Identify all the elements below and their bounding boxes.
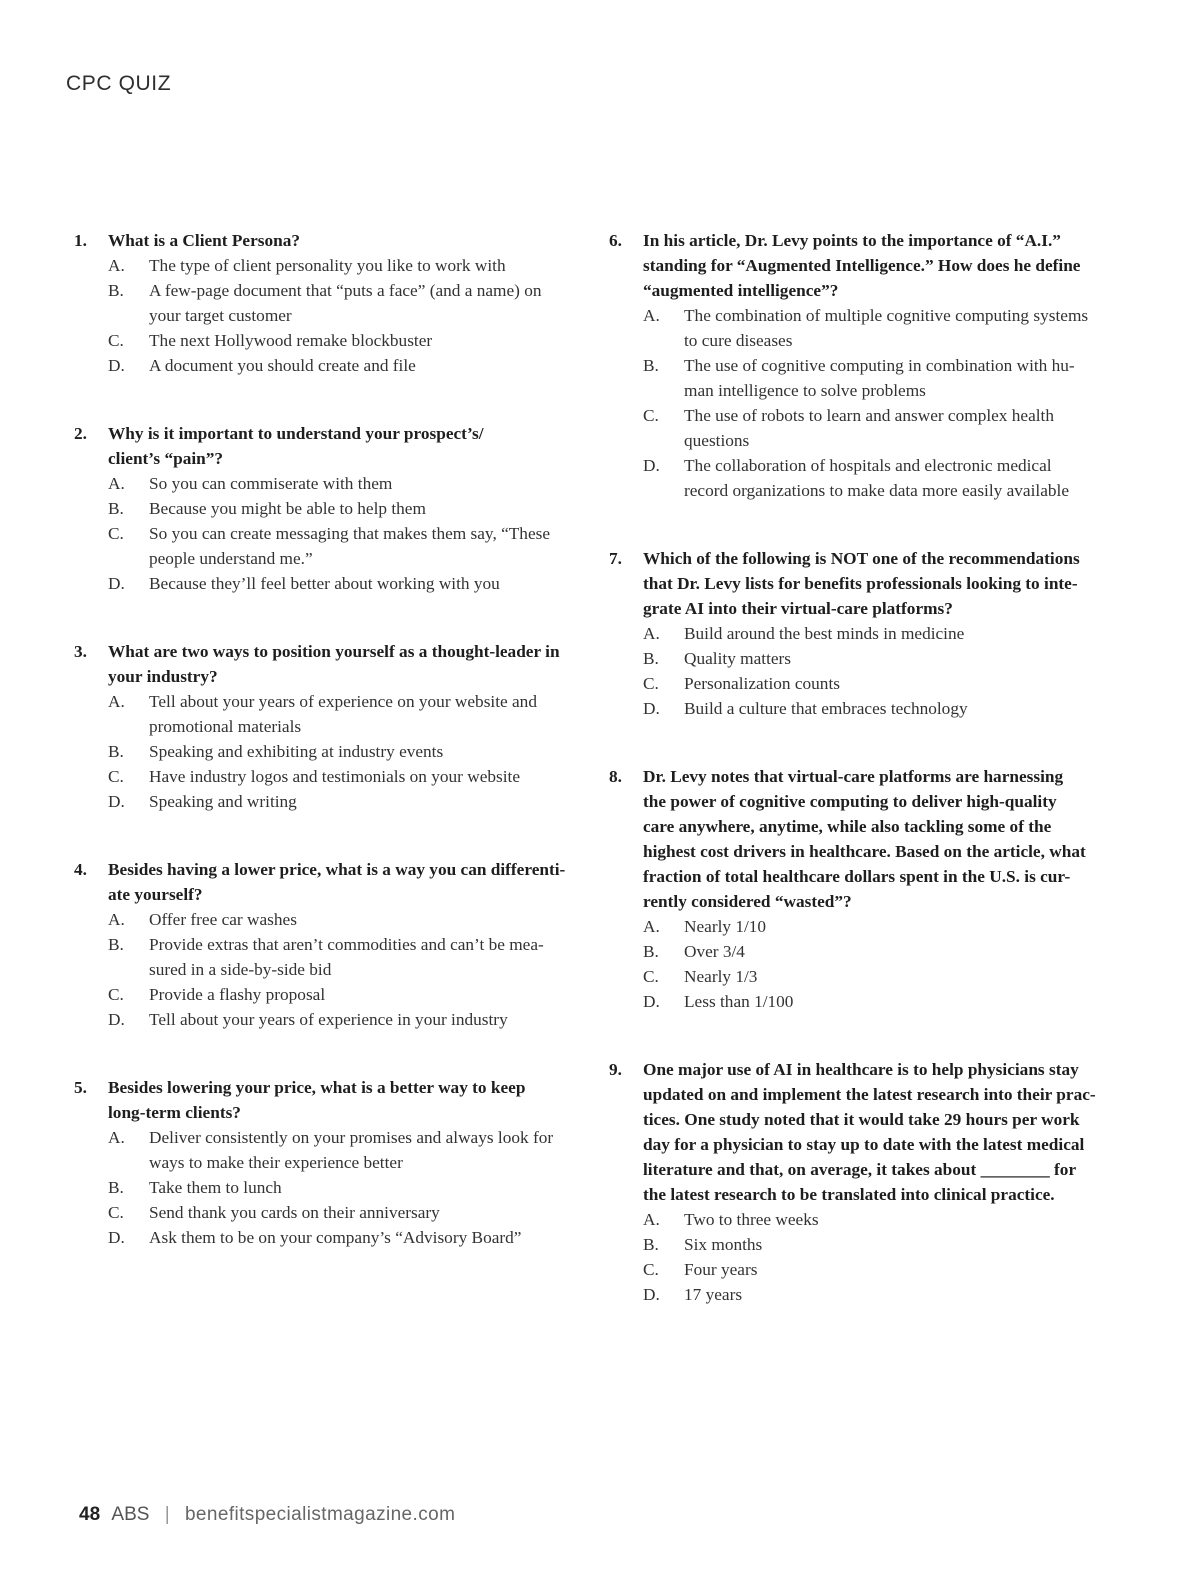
option-letter: D. [108, 356, 125, 375]
question-line [609, 1107, 1124, 1132]
option-letter: B. [643, 1235, 659, 1254]
question-line [609, 864, 1124, 889]
question-line [74, 1075, 589, 1100]
answer-option [108, 303, 589, 328]
answer-option [643, 1232, 1124, 1257]
question-number [609, 864, 643, 889]
option-text: A document you should create and file [149, 356, 416, 375]
option-text: Two to three weeks [684, 1210, 819, 1229]
option-text: Build around the best minds in medicine [684, 624, 965, 643]
question-text: tices. One study noted that it would take 29 hours per work [643, 1110, 1080, 1129]
answer-option [643, 964, 1124, 989]
option-letter: D. [108, 792, 125, 811]
quiz-question-1 [74, 228, 589, 378]
question-line [609, 1182, 1124, 1207]
question-text: care anywhere, anytime, while also tackling some of the [643, 817, 1052, 836]
option-text: 17 years [684, 1285, 743, 1304]
answer-option [643, 1257, 1124, 1282]
question-line [609, 789, 1124, 814]
answer-option [108, 1225, 589, 1250]
option-text: man intelligence to solve problems [684, 381, 926, 400]
answer-option [108, 278, 589, 303]
question-number [609, 253, 643, 278]
answer-option [108, 1200, 589, 1225]
option-letter: C. [108, 331, 124, 350]
page-number: 48 [79, 1504, 101, 1525]
answer-options [609, 914, 1124, 1014]
answer-option [108, 957, 589, 982]
answer-option [643, 646, 1124, 671]
website-link[interactable]: benefitspecialistmagazine.com [184, 1504, 456, 1525]
question-line [609, 278, 1124, 303]
option-text: people understand me.” [149, 549, 313, 568]
question-number [609, 814, 643, 839]
question-text: Besides lowering your price, what is a better way to keep [108, 1078, 526, 1097]
question-text: that Dr. Levy lists for benefits professionals looking to inte- [643, 574, 1078, 593]
option-letter [108, 1150, 149, 1175]
question-number: 8. [609, 767, 622, 786]
question-number [609, 571, 643, 596]
option-letter: D. [108, 1010, 125, 1029]
answer-option [108, 907, 589, 932]
option-letter: A. [108, 1128, 125, 1147]
question-line [609, 1057, 1124, 1082]
option-letter [643, 328, 684, 353]
question-number: 7. [609, 549, 622, 568]
question-text: Besides having a lower price, what is a way you can differenti- [108, 860, 566, 879]
option-text: Provide extras that aren’t commodities and can’t be mea- [149, 935, 544, 954]
option-letter: D. [108, 574, 125, 593]
answer-option [643, 914, 1124, 939]
quiz-question-6 [609, 228, 1124, 503]
answer-option [643, 1207, 1124, 1232]
question-line [74, 882, 589, 907]
answer-options [74, 253, 589, 378]
question-text: Dr. Levy notes that virtual-care platforms are harnessing [643, 767, 1064, 786]
question-line [74, 228, 589, 253]
option-letter [643, 478, 684, 503]
answer-option [108, 982, 589, 1007]
question-number [609, 1107, 643, 1132]
question-line [74, 446, 589, 471]
answer-option [108, 571, 589, 596]
question-line [609, 839, 1124, 864]
question-line [609, 1132, 1124, 1157]
answer-option [643, 989, 1124, 1014]
option-letter: A. [108, 692, 125, 711]
answer-option [108, 353, 589, 378]
question-number [74, 446, 108, 471]
question-number: 5. [74, 1078, 87, 1097]
page-header-title: CPC QUIZ [66, 72, 172, 95]
option-text: Ask them to be on your company’s “Advisory Board” [149, 1228, 522, 1247]
option-letter: B. [108, 742, 124, 761]
question-number [74, 1100, 108, 1125]
answer-option [108, 496, 589, 521]
question-text: literature and that, on average, it takes about ________ for [643, 1160, 1077, 1179]
question-number [609, 1182, 643, 1207]
option-letter: D. [643, 1285, 660, 1304]
quiz-question-5 [74, 1075, 589, 1250]
question-number [609, 1132, 643, 1157]
option-letter: B. [108, 1178, 124, 1197]
answer-option [108, 1150, 589, 1175]
option-letter: D. [643, 456, 660, 475]
question-text: client’s “pain”? [108, 449, 224, 468]
publication-abbrev: ABS [111, 1504, 150, 1525]
answer-option [643, 939, 1124, 964]
question-number: 3. [74, 642, 87, 661]
answer-options [74, 689, 589, 814]
answer-option [108, 789, 589, 814]
option-text: to cure diseases [684, 331, 793, 350]
option-letter [108, 957, 149, 982]
question-number: 1. [74, 231, 87, 250]
question-text: your industry? [108, 667, 218, 686]
question-text: the power of cognitive computing to deliver high-quality [643, 792, 1057, 811]
question-number [609, 889, 643, 914]
option-letter: C. [108, 767, 124, 786]
quiz-question-8 [609, 764, 1124, 1014]
quiz-column-left [74, 228, 589, 1250]
option-text: questions [684, 431, 750, 450]
answer-option [643, 478, 1124, 503]
question-line [609, 764, 1124, 789]
question-text: highest cost drivers in healthcare. Based on the article, what [643, 842, 1086, 861]
answer-options [74, 1125, 589, 1250]
answer-option [108, 739, 589, 764]
option-letter [643, 428, 684, 453]
option-text: Send thank you cards on their anniversary [149, 1203, 440, 1222]
option-text: The type of client personality you like to work with [149, 256, 506, 275]
option-text: sured in a side-by-side bid [149, 960, 332, 979]
question-number: 6. [609, 231, 622, 250]
answer-option [643, 621, 1124, 646]
question-line [74, 639, 589, 664]
option-letter: C. [108, 1203, 124, 1222]
answer-option [108, 1175, 589, 1200]
option-text: Tell about your years of experience in your industry [149, 1010, 508, 1029]
option-letter: A. [108, 256, 125, 275]
option-letter: D. [643, 699, 660, 718]
option-text: Four years [684, 1260, 758, 1279]
question-line [74, 857, 589, 882]
question-text: rently considered “wasted”? [643, 892, 852, 911]
option-text: Speaking and writing [149, 792, 297, 811]
answer-option [643, 303, 1124, 328]
answer-options [609, 621, 1124, 721]
question-text: long-term clients? [108, 1103, 241, 1122]
question-line [74, 421, 589, 446]
question-number: 2. [74, 424, 87, 443]
option-letter: B. [108, 499, 124, 518]
option-text: your target customer [149, 306, 292, 325]
option-letter: B. [108, 935, 124, 954]
option-text: A few-page document that “puts a face” (and a name) on [149, 281, 542, 300]
option-text: Tell about your years of experience on your website and [149, 692, 537, 711]
answer-option [643, 378, 1124, 403]
option-text: Have industry logos and testimonials on your website [149, 767, 521, 786]
option-letter [108, 714, 149, 739]
quiz-question-3 [74, 639, 589, 814]
question-text: One major use of AI in healthcare is to help physicians stay [643, 1060, 1079, 1079]
answer-option [108, 471, 589, 496]
question-number [609, 596, 643, 621]
option-text: The use of cognitive computing in combination with hu- [684, 356, 1075, 375]
answer-option [108, 521, 589, 546]
option-letter: B. [643, 649, 659, 668]
answer-option [643, 353, 1124, 378]
option-text: Speaking and exhibiting at industry events [149, 742, 444, 761]
option-text: Build a culture that embraces technology [684, 699, 968, 718]
option-letter: A. [643, 306, 660, 325]
question-line [74, 1100, 589, 1125]
answer-options [74, 907, 589, 1032]
quiz-question-7 [609, 546, 1124, 721]
option-text: The use of robots to learn and answer complex health [684, 406, 1054, 425]
answer-options [609, 303, 1124, 503]
option-letter: B. [643, 942, 659, 961]
quiz-column-right [609, 228, 1124, 1307]
option-text: Personalization counts [684, 674, 840, 693]
answer-option [108, 714, 589, 739]
option-text: Six months [684, 1235, 763, 1254]
question-line [609, 228, 1124, 253]
option-letter: C. [643, 406, 659, 425]
option-text: So you can commiserate with them [149, 474, 393, 493]
question-line [609, 253, 1124, 278]
question-text: fraction of total healthcare dollars spent in the U.S. is cur- [643, 867, 1071, 886]
option-letter [108, 546, 149, 571]
answer-option [643, 328, 1124, 353]
question-number [74, 882, 108, 907]
question-line [609, 546, 1124, 571]
option-text: ways to make their experience better [149, 1153, 403, 1172]
answer-option [108, 1125, 589, 1150]
question-line [609, 1082, 1124, 1107]
question-text: Which of the following is NOT one of the recommendations [643, 549, 1080, 568]
footer-separator: | [164, 1504, 170, 1525]
option-letter: C. [643, 674, 659, 693]
option-text: Because they’ll feel better about working with you [149, 574, 500, 593]
option-text: Offer free car washes [149, 910, 297, 929]
option-text: Nearly 1/10 [684, 917, 767, 936]
answer-option [108, 932, 589, 957]
option-text: The combination of multiple cognitive computing systems [684, 306, 1089, 325]
option-letter: A. [643, 624, 660, 643]
answer-option [108, 1007, 589, 1032]
question-text: In his article, Dr. Levy points to the importance of “A.I.” [643, 231, 1061, 250]
option-letter: A. [108, 910, 125, 929]
question-number [609, 1157, 643, 1182]
option-text: The next Hollywood remake blockbuster [149, 331, 433, 350]
answer-option [643, 696, 1124, 721]
option-letter: C. [108, 524, 124, 543]
question-number: 9. [609, 1060, 622, 1079]
question-text: standing for “Augmented Intelligence.” How does he define [643, 256, 1081, 275]
option-letter: A. [108, 474, 125, 493]
question-text: What is a Client Persona? [108, 231, 301, 250]
quiz-question-2 [74, 421, 589, 596]
question-text: day for a physician to stay up to date with the latest medical [643, 1135, 1085, 1154]
option-text: Provide a flashy proposal [149, 985, 326, 1004]
option-text: Because you might be able to help them [149, 499, 426, 518]
option-text: Deliver consistently on your promises and always look for [149, 1128, 554, 1147]
option-letter [643, 378, 684, 403]
answer-option [643, 671, 1124, 696]
quiz-question-9 [609, 1057, 1124, 1307]
question-number [609, 278, 643, 303]
answer-option [643, 403, 1124, 428]
answer-option [643, 453, 1124, 478]
answer-option [643, 1282, 1124, 1307]
answer-options [74, 471, 589, 596]
question-number [609, 839, 643, 864]
question-number [74, 664, 108, 689]
option-letter: A. [643, 1210, 660, 1229]
question-line [609, 889, 1124, 914]
option-letter: B. [643, 356, 659, 375]
option-text: So you can create messaging that makes them say, “These [149, 524, 551, 543]
question-text: the latest research to be translated into clinical practice. [643, 1185, 1055, 1204]
answer-option [108, 764, 589, 789]
answer-option [108, 689, 589, 714]
answer-option [108, 546, 589, 571]
question-text: ate yourself? [108, 885, 203, 904]
option-letter: C. [643, 967, 659, 986]
option-text: record organizations to make data more easily available [684, 481, 1069, 500]
question-text: “augmented intelligence”? [643, 281, 839, 300]
question-line [609, 571, 1124, 596]
question-text: grate AI into their virtual-care platforms? [643, 599, 953, 618]
question-text: updated on and implement the latest research into their prac- [643, 1085, 1096, 1104]
option-letter [108, 303, 149, 328]
answer-option [643, 428, 1124, 453]
option-text: promotional materials [149, 717, 302, 736]
option-letter: B. [108, 281, 124, 300]
option-letter: C. [643, 1260, 659, 1279]
option-letter: C. [108, 985, 124, 1004]
option-text: Over 3/4 [684, 942, 745, 961]
question-line [609, 814, 1124, 839]
page-footer [79, 1504, 455, 1526]
option-text: Nearly 1/3 [684, 967, 758, 986]
answer-options [609, 1207, 1124, 1307]
question-number: 4. [74, 860, 87, 879]
quiz-question-4 [74, 857, 589, 1032]
question-number [609, 789, 643, 814]
option-text: Take them to lunch [149, 1178, 282, 1197]
option-letter: A. [643, 917, 660, 936]
question-text: What are two ways to position yourself as a thought-leader in [108, 642, 560, 661]
option-text: Quality matters [684, 649, 792, 668]
question-number [609, 1082, 643, 1107]
question-text: Why is it important to understand your prospect’s/ [108, 424, 484, 443]
answer-option [108, 253, 589, 278]
option-text: Less than 1/100 [684, 992, 794, 1011]
answer-option [108, 328, 589, 353]
option-letter: D. [108, 1228, 125, 1247]
option-text: The collaboration of hospitals and electronic medical [684, 456, 1052, 475]
question-line [609, 596, 1124, 621]
option-letter: D. [643, 992, 660, 1011]
question-line [609, 1157, 1124, 1182]
question-line [74, 664, 589, 689]
